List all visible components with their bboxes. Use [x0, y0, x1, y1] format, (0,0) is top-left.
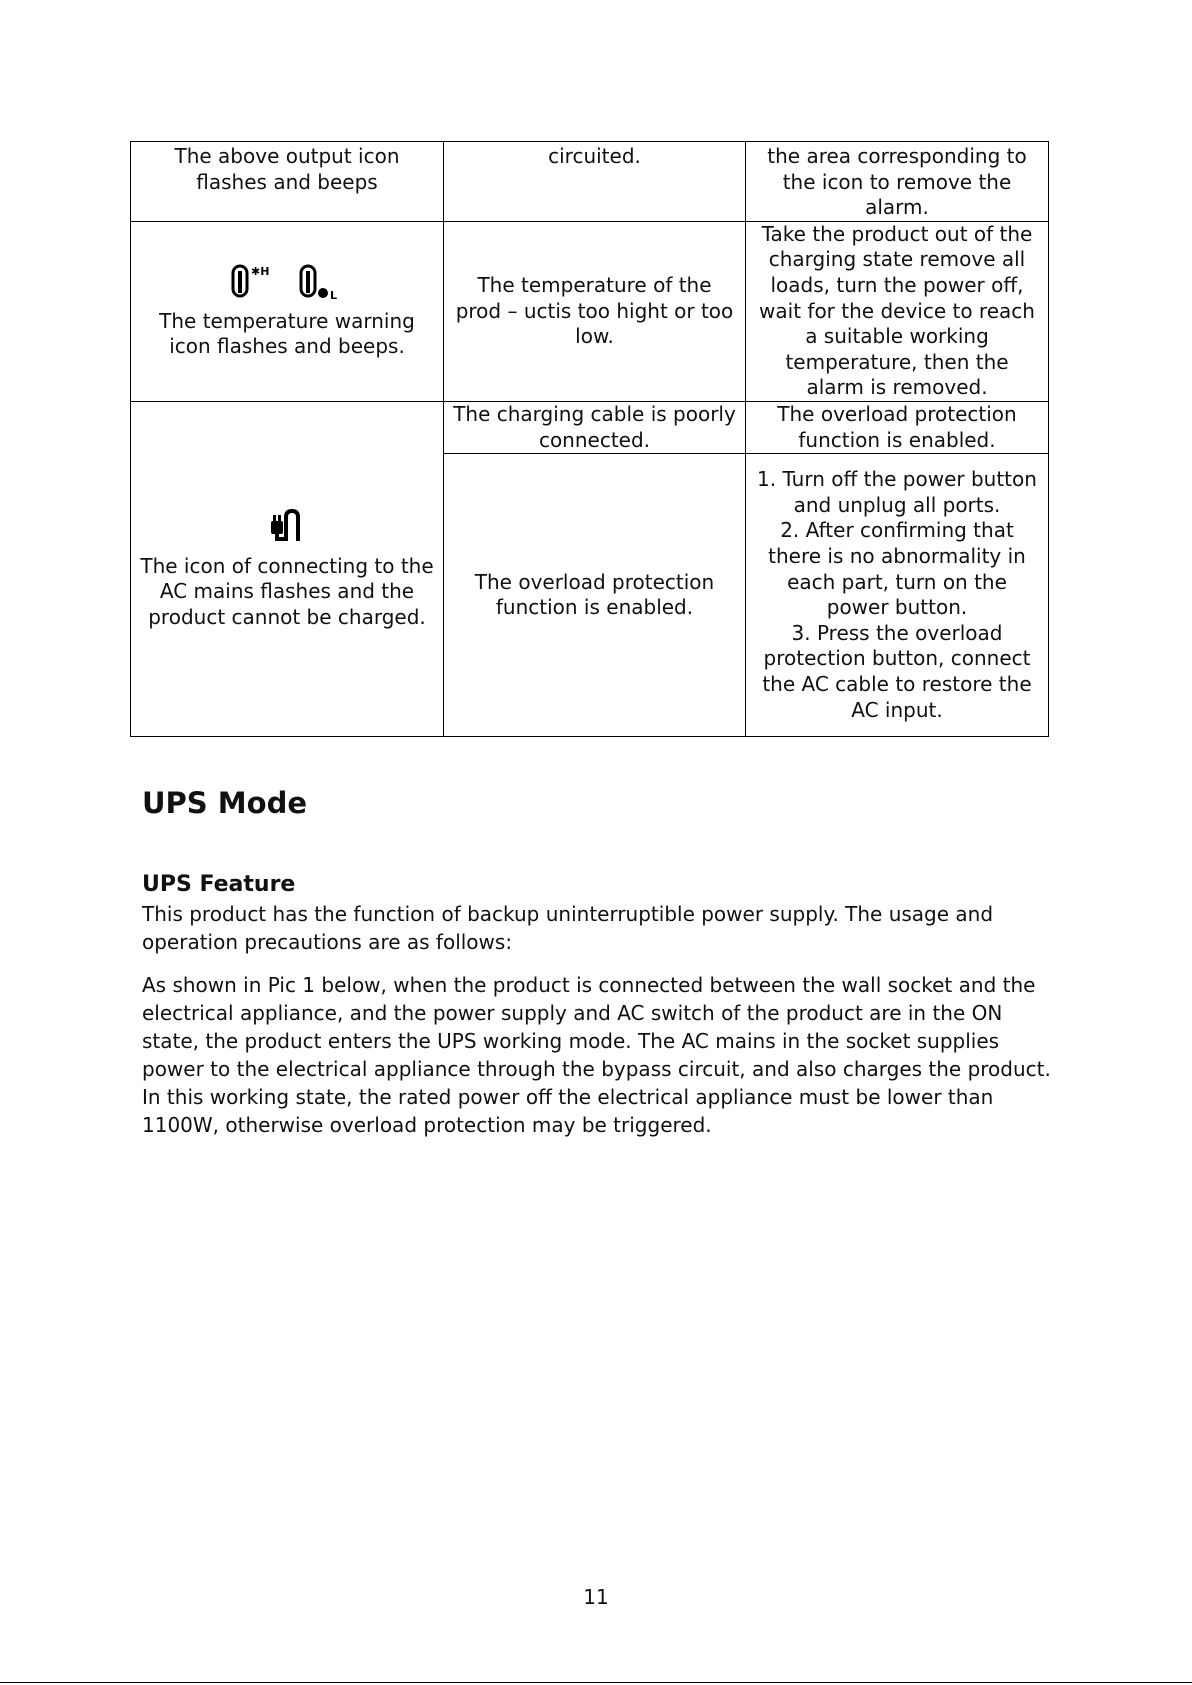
indication-cell: The above output icon flashes and beeps [131, 142, 444, 222]
subsection-title: UPS Feature [142, 872, 296, 897]
ups-description-paragraph: As shown in Pic 1 below, when the product is connected between the wall socket and the electrical appliance, and the power supply and AC switch of the product are in the ON state, the product enters the UPS working mode. The AC mains in the socket supplies power to the electrical appliance through the bypass circuit, and also charges the product. In this working state, the rated power off the electrical appliance must be lower than 1100W, otherwise overload protection may be triggered. [142, 973, 1051, 1137]
list-item: 1. Turn off the power button and unplug all ports. [757, 467, 1037, 517]
table-row [131, 221, 1049, 401]
intro-paragraph: This product has the function of backup uninterruptible power supply. The usage and operation precautions are as follows: [142, 902, 994, 954]
section-title: UPS Mode [142, 786, 307, 820]
ac-plug-icon [267, 508, 307, 544]
svg-text:✱H: ✱H [251, 264, 270, 278]
list-item: 2. After confirming that there is no abnormality in each part, turn on the power button. [768, 518, 1026, 620]
thermometer-high-icon [230, 263, 280, 301]
table-row [131, 142, 1049, 222]
page-number: 11 [583, 1585, 609, 1609]
svg-text:L: L [330, 288, 338, 301]
cause-cell: The overload protection function is enabled. [444, 454, 746, 737]
alarm-troubleshooting-table [130, 141, 1049, 737]
page-bottom-rule [0, 1682, 1192, 1683]
solution-cell [746, 454, 1049, 737]
solution-cell: Take the product out of the charging state remove all loads, turn the power off, wait for the device to reach a suitable working temperature, then the alarm is removed. [746, 221, 1049, 401]
temperature-icons [139, 263, 435, 301]
solution-cell: The overload protection function is enabled. [746, 401, 1049, 453]
solution-cell: the area corresponding to the icon to remove the alarm. [746, 142, 1049, 222]
table-row [131, 401, 1049, 453]
cause-cell: The temperature of the prod – uctis too hight or too low. [444, 221, 746, 401]
indication-cell [131, 221, 444, 401]
cause-cell: circuited. [444, 142, 746, 222]
thermometer-low-icon [298, 263, 344, 301]
list-item: 3. Press the overload protection button, connect the AC cable to restore the AC input. [762, 620, 1032, 722]
indication-text: The icon of connecting to the AC mains flashes and the product cannot be charged. [140, 553, 434, 629]
solution-steps [754, 467, 1040, 723]
cause-cell: The charging cable is poorly connected. [444, 401, 746, 453]
indication-cell [131, 401, 444, 736]
indication-text: The temperature warning icon flashes and beeps. [159, 308, 415, 359]
